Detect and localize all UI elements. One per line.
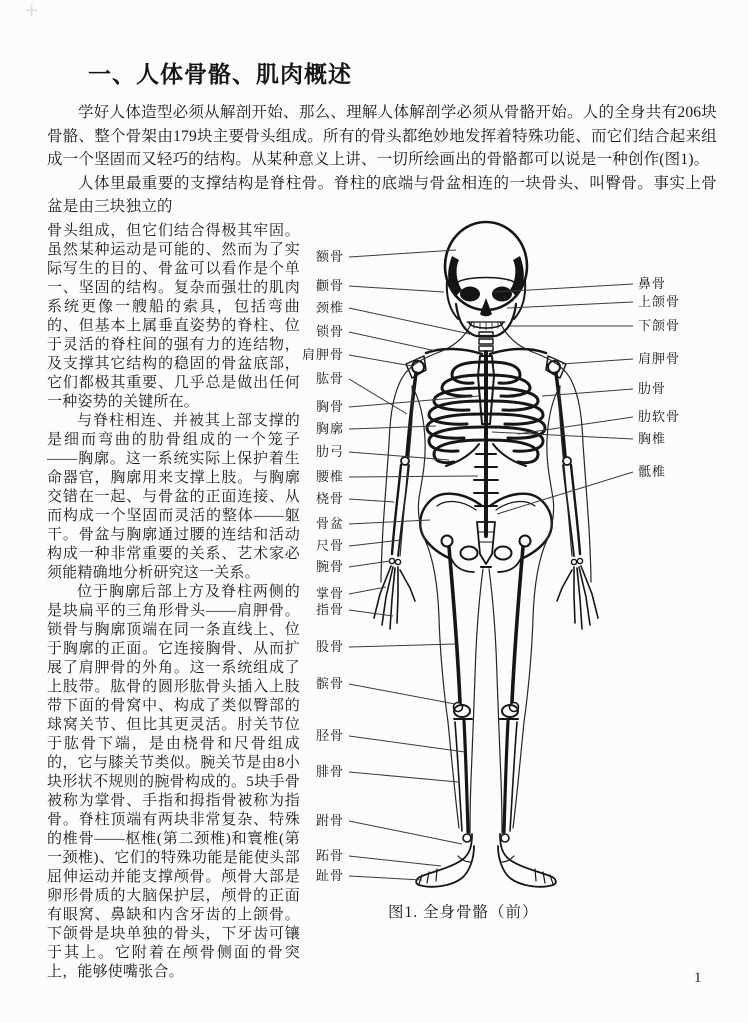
bone-label: 骶椎 [638, 464, 667, 479]
bone-label: 趾骨 [315, 868, 344, 883]
bone-label: 股骨 [315, 639, 344, 654]
page-number: 1 [694, 970, 702, 986]
bone-label: 额骨 [315, 249, 344, 264]
bone-label: 跖骨 [315, 848, 344, 863]
paragraph-1: 学好人体造型必须从解剖开始、那么、理解人体解剖学必须从骨骼开始。人的全身共有206块骨骼、整个骨架由179块主要骨头组成。所有的骨头都绝妙地发挥着特殊功能、而它们结合起来组成一个坚固而又轻巧的结构。从某种意义上讲、一切所绘画出的骨骼都可以说是一种创作(图1)。 [47, 104, 717, 168]
paragraph-2-intro: 人体里最重要的支撑结构是脊柱骨。脊柱的底端与骨盆相连的一块骨头、叫臀骨。事实上骨盆是由三块独立的 [47, 174, 717, 215]
bone-label: 胫骨 [315, 728, 344, 743]
bone-labels-right [638, 276, 680, 479]
paragraph-4: 位于胸廓后部上方及脊柱两侧的是块扁平的三角形骨头——肩胛骨。锁骨与胸廓顶端在同一条直线上、位于胸廓的正面。它连接胸骨、从而扩展了肩胛骨的外角。这一系统组成了上肢带。肱骨的圆形肱骨头插入上肢带下面的骨窝中、构成了类似臀部的球窝关节、但比其更灵活。肘关节位于肱骨下端，是由桡骨和尺骨组成的，它与膝关节类似。腕关节是由8小块形状不规则的腕骨构成的。5块手骨被称为掌骨、手指和拇指骨被称为指骨。脊柱顶端有两块非常复杂、特殊的椎骨——枢椎(第二颈椎)和寰椎(第一颈椎)、它们的特殊功能是能使头部屈伸运动并能支撑颅骨。颅骨大部是卵形骨质的大脑保护层，颅骨的正面有眼窝、鼻缺和内含牙齿的上颌骨。下颌骨是块单独的骨头，下牙齿可镶于其上。它附着在颅骨侧面的骨突上，能够使嘴张合。 [47, 583, 300, 980]
bone-label: 肋软骨 [638, 409, 681, 424]
left-text-column [47, 222, 300, 982]
bone-label: 胸廓 [315, 421, 344, 436]
bone-label: 锁骨 [315, 324, 344, 339]
skeleton-diagram [286, 204, 718, 904]
bone-label: 下颌骨 [638, 318, 681, 333]
bone-label: 桡骨 [315, 491, 344, 506]
bone-label: 肋弓 [315, 444, 344, 459]
bone-label: 上颌骨 [638, 294, 681, 309]
bone-label: 颈椎 [315, 300, 344, 315]
paragraph-3: 与脊柱相连、并被其上部支撑的是细而弯曲的肋骨组成的一个笼子——胸廓。这一系统实际上保护着生命器官，胸廓用来支撑上肢。与胸廓交错在一起、与骨盆的正面连接、从而构成一个坚固而灵活的整体——躯干。骨盆与胸廓通过腰的连结和活动构成一种非常重要的关系、艺术家必须能精确地分析研究这一关系。 [47, 412, 300, 581]
paragraph-2-rest: 骨头组成，但它们结合得极其牢固。虽然某种运动是可能的、然而为了实际写生的目的、骨盆可以看作是个单一、坚固的结构。复杂而强壮的肌肉系统更像一艘船的索具，包括弯曲的、但基本上属垂直姿势的脊柱、位于灵活的脊柱间的强有力的连结物，及支撑其它结构的稳固的骨盆底部，它们都极其重要、几乎总是做出任何一种姿势的关键所在。 [47, 222, 300, 410]
bone-label: 肱骨 [315, 371, 344, 386]
bone-label: 指骨 [315, 602, 344, 617]
bone-label: 腓骨 [315, 764, 344, 779]
page-title: 一、人体骨骼、肌肉概述 [88, 62, 352, 87]
bone-label: 肋骨 [638, 381, 667, 396]
bone-label: 肩胛骨 [638, 351, 681, 366]
bone-label: 掌骨 [315, 586, 344, 601]
bone-label: 腰椎 [315, 469, 344, 484]
figure-caption: 图1. 全身骨骼（前） [388, 904, 539, 921]
bone-label: 跗骨 [315, 813, 344, 828]
bone-label: 胸椎 [638, 431, 667, 446]
bone-label: 颧骨 [315, 278, 344, 293]
print-registration-mark: + [24, 0, 40, 21]
bone-label: 肩胛骨 [301, 347, 344, 362]
bone-label: 骨盆 [315, 516, 344, 531]
bone-label: 鼻骨 [638, 276, 667, 291]
bone-label: 尺骨 [315, 538, 344, 553]
bone-label: 腕骨 [315, 559, 344, 574]
bone-label: 胸骨 [315, 399, 344, 414]
skeleton-figure [286, 204, 718, 921]
bone-labels-left [302, 249, 344, 883]
bone-label: 髌骨 [315, 676, 344, 691]
